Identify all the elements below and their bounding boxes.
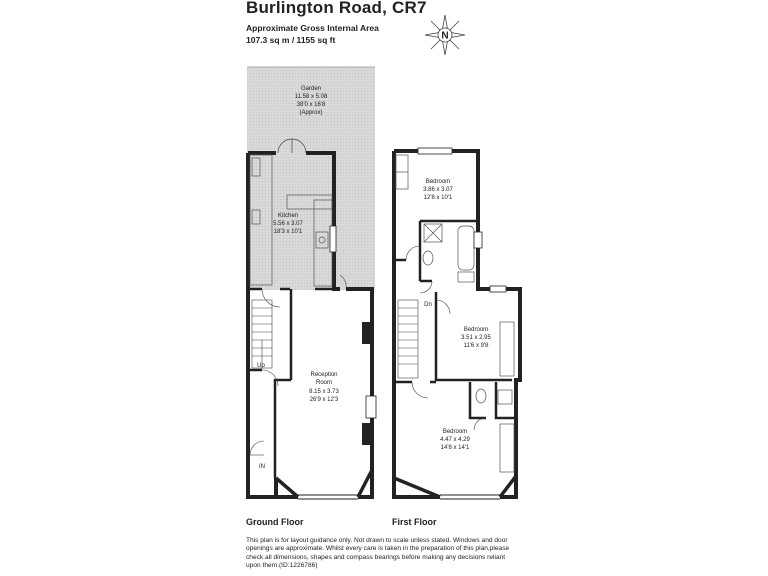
- disclaimer-text: This plan is for layout guidance only. Not drawn to scale unless stated. Windows and door openings are approximate. Whilst every care is taken in the preparation of this plan,please check all dimensions, shapes and compass bearings before making any decisions reliant upon them.(ID:1226786): [246, 537, 510, 570]
- front-bay-window: [298, 495, 358, 499]
- first-floor-stairs: [398, 300, 418, 378]
- wc-icon: [423, 251, 433, 265]
- ensuite-wc-icon: [476, 389, 486, 403]
- bedroom-3-imperial: 14'8 x 14'1: [440, 445, 470, 451]
- reception-metric: 8.15 x 3.73: [309, 389, 339, 395]
- bedroom-2-name: Bedroom: [463, 327, 489, 333]
- garden-note: (Approx): [299, 110, 323, 116]
- ensuite-basin-icon: [498, 390, 512, 404]
- reception-name-2: Room: [315, 380, 333, 386]
- compass-letter: N: [441, 30, 449, 42]
- area-value: 107.3 sq m / 1155 sq ft: [246, 35, 336, 45]
- garden-imperial: 38'0 x 16'8: [296, 102, 326, 108]
- plan-title: Burlington Road, CR7: [246, 0, 427, 17]
- stair-down-label: Dn: [424, 302, 432, 308]
- ground-floor-stairs: [252, 300, 272, 368]
- kitchen-metric: 5.56 x 3.07: [273, 221, 303, 227]
- wardrobes: [396, 155, 514, 472]
- stair-up-label: Up: [257, 363, 265, 369]
- entrance-label: IN: [259, 464, 265, 470]
- bath-icon: [458, 226, 474, 270]
- basin-icon: [458, 272, 474, 282]
- garden-metric: 11.58 x 5.08: [294, 94, 328, 100]
- first-floor-bay-window: [440, 495, 500, 499]
- bedroom-3-metric: 4.47 x 4.29: [440, 437, 470, 443]
- ground-floor-label: Ground Floor: [246, 517, 304, 527]
- first-floor-label: First Floor: [392, 517, 437, 527]
- garden-area: [247, 67, 375, 290]
- bedroom-1-name: Bedroom: [425, 179, 451, 185]
- bedroom-3-name: Bedroom: [442, 429, 468, 435]
- bedroom-1-metric: 3.86 x 3.07: [423, 187, 453, 193]
- first-floor-internal-walls: [394, 221, 516, 418]
- ground-floor-plan: [247, 67, 376, 499]
- bedroom-1-imperial: 12'8 x 10'1: [423, 195, 453, 201]
- chimney-breasts: [362, 322, 370, 445]
- area-label: Approximate Gross Internal Area: [246, 23, 379, 33]
- kitchen-imperial: 18'3 x 10'1: [273, 229, 303, 235]
- reception-name: Reception: [310, 372, 338, 378]
- bedroom-2-metric: 3.51 x 2.95: [461, 335, 491, 341]
- garden-name: Garden: [300, 86, 322, 92]
- bedroom-2-imperial: 11'6 x 9'8: [463, 343, 489, 349]
- reception-imperial: 26'9 x 12'3: [309, 397, 339, 403]
- kitchen-name: Kitchen: [277, 213, 299, 219]
